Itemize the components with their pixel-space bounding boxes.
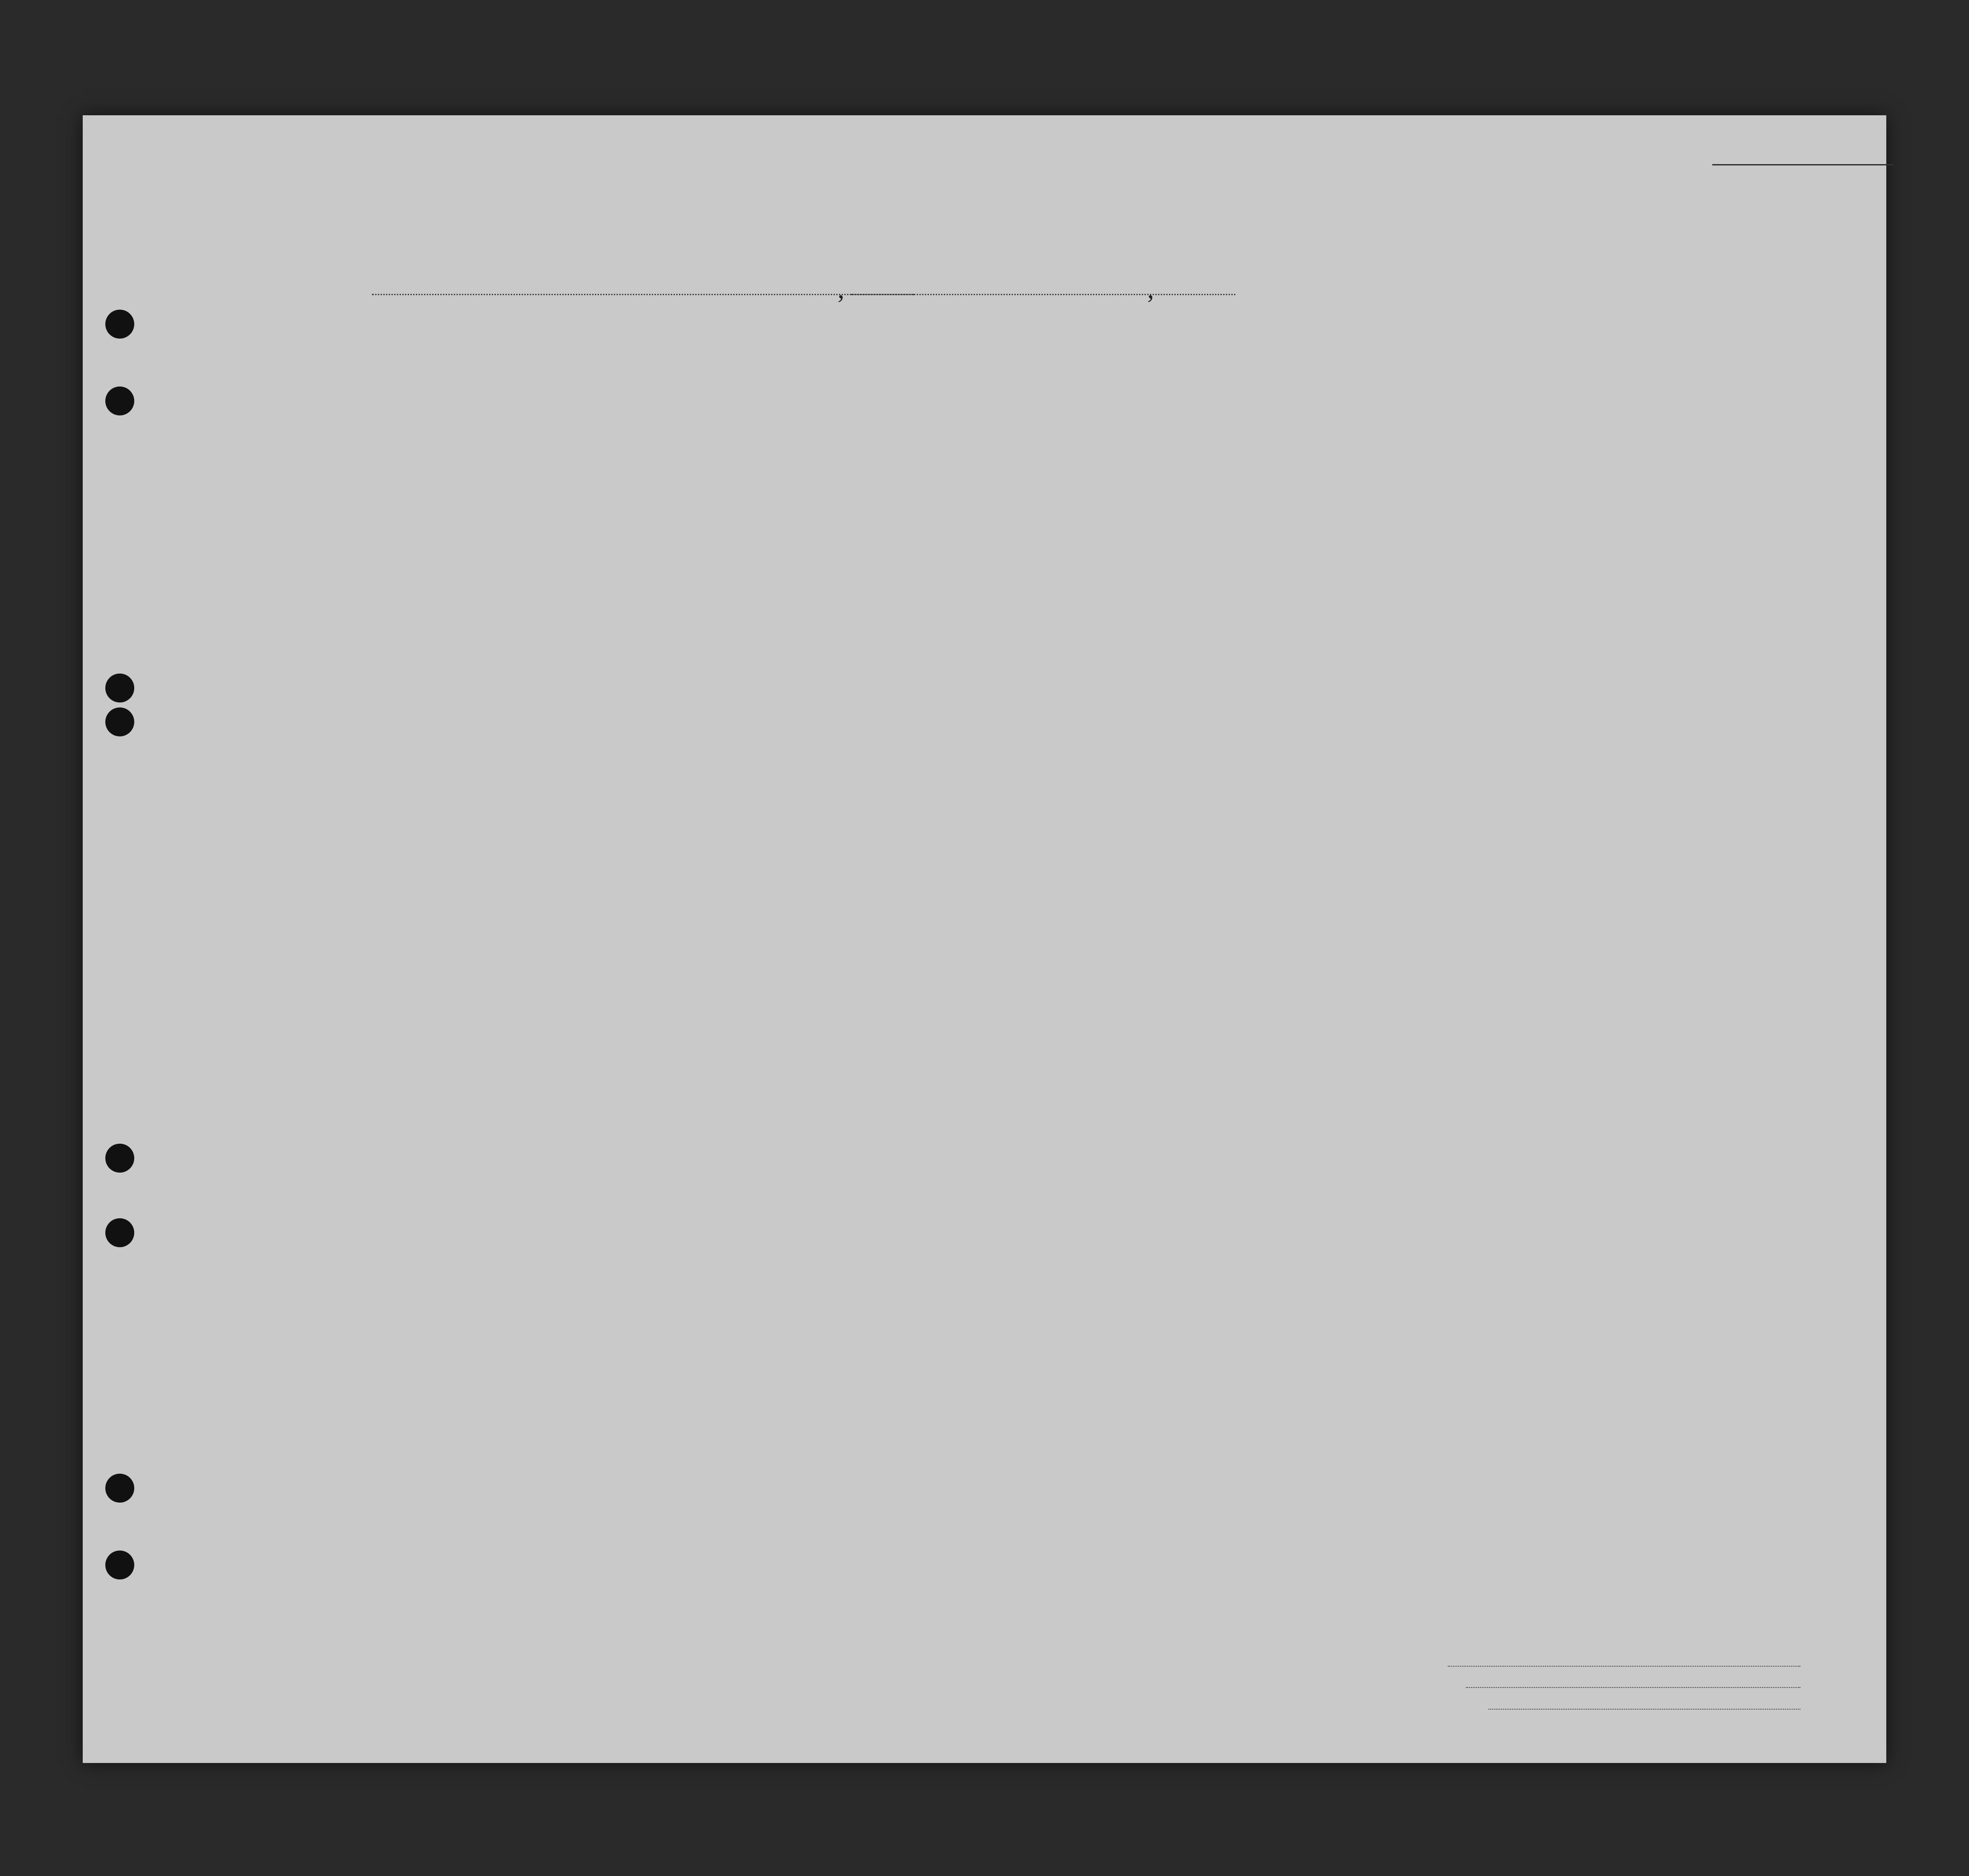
comma: ,: [1147, 274, 1154, 304]
line-signature-line: [1448, 1666, 1800, 1667]
manifest-sheet: [83, 115, 1886, 1763]
comma: ,: [838, 274, 844, 304]
table-grid: [83, 115, 1886, 1763]
agents-signature-line: [1489, 1709, 1800, 1710]
owners-signature-line: [1466, 1687, 1800, 1688]
